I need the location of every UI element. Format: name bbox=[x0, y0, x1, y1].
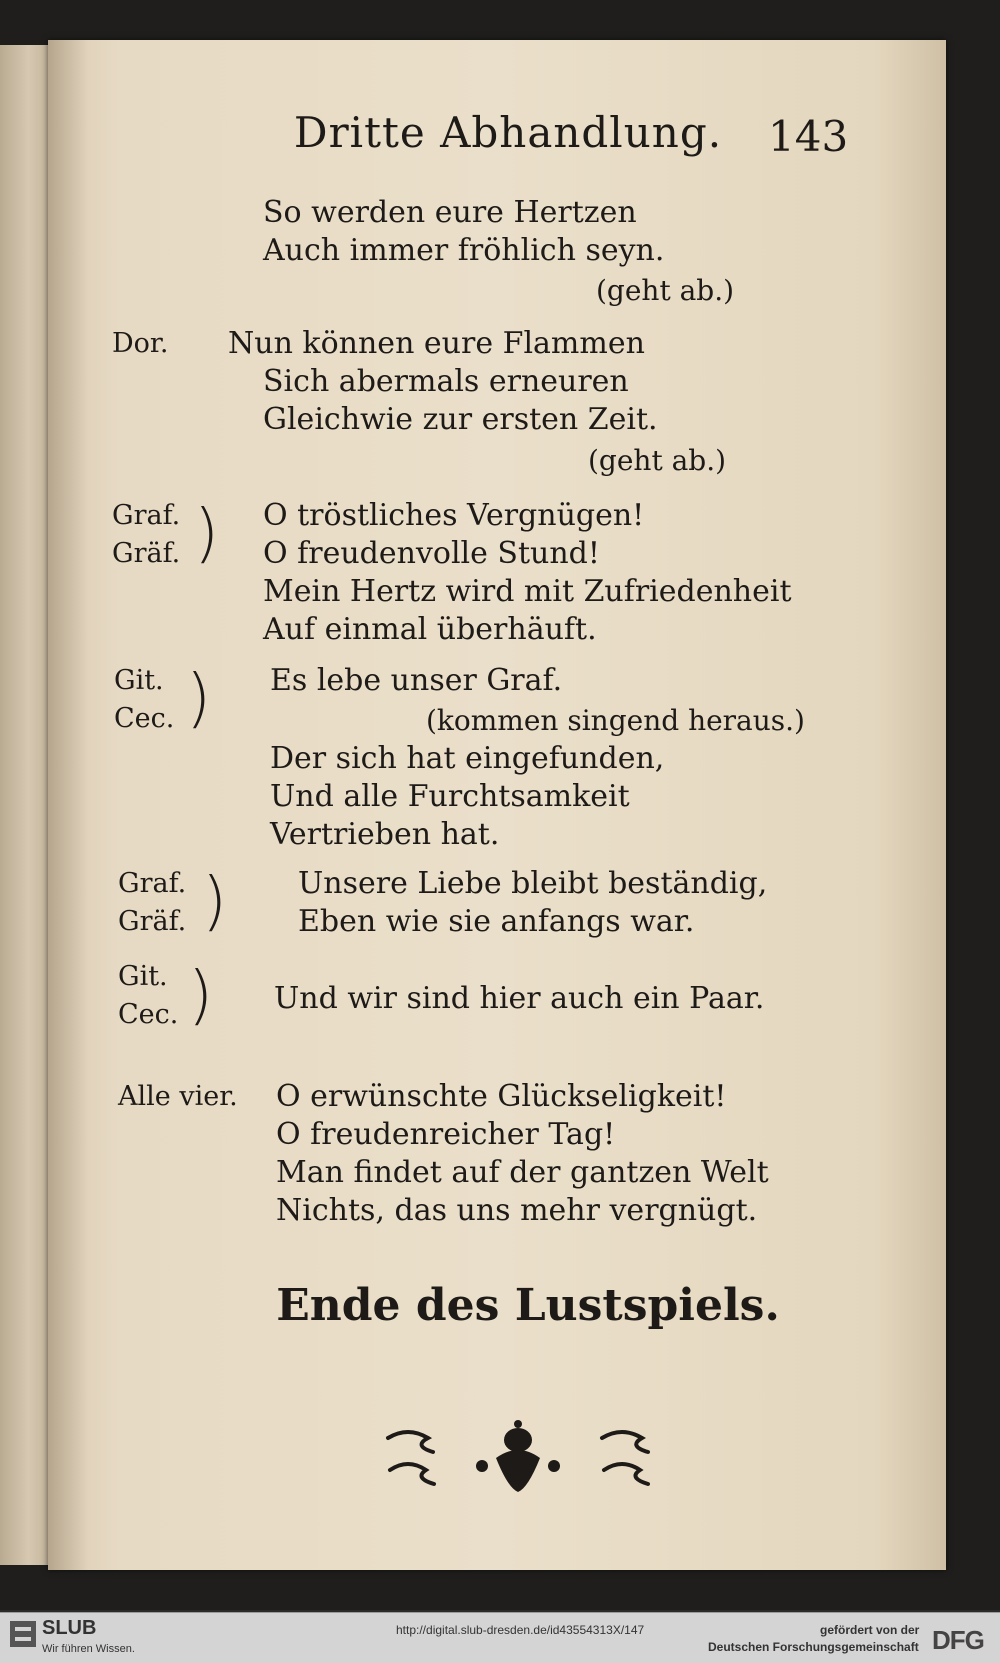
verse-line: Man findet auf der gantzen Welt bbox=[276, 1155, 769, 1190]
speaker-bracket: ) bbox=[186, 662, 211, 736]
verse-line: Unsere Liebe bleibt beständig, bbox=[298, 866, 768, 901]
speaker-label: Dor. bbox=[112, 328, 169, 359]
speaker-label: Alle vier. bbox=[118, 1081, 238, 1112]
ending-line: Ende des Lustspiels. bbox=[276, 1280, 780, 1331]
org-name: SLUB bbox=[42, 1617, 97, 1639]
stage-direction: (geht ab.) bbox=[596, 274, 735, 307]
verse-line: Auf einmal überhäuft. bbox=[263, 612, 597, 647]
verse-line: O erwünschte Glückseligkeit! bbox=[276, 1079, 727, 1114]
verse-line: Nichts, das uns mehr vergnügt. bbox=[276, 1193, 758, 1228]
speaker-label: Graf. bbox=[112, 500, 181, 531]
verse-line: O freudenvolle Stund! bbox=[263, 536, 600, 571]
floral-ornament-icon bbox=[378, 1418, 658, 1498]
speaker-label: Cec. bbox=[118, 999, 179, 1030]
verse-line: O freudenreicher Tag! bbox=[276, 1117, 616, 1152]
slub-logo-icon bbox=[10, 1621, 36, 1647]
speaker-bracket: ) bbox=[188, 959, 213, 1033]
speaker-label: Git. bbox=[114, 665, 164, 696]
verse-line: Vertrieben hat. bbox=[270, 817, 500, 852]
verse-line: Eben wie sie anfangs war. bbox=[298, 904, 695, 939]
stage-direction: (kommen singend heraus.) bbox=[426, 704, 805, 737]
verse-line: Mein Hertz wird mit Zufriedenheit bbox=[263, 574, 792, 609]
verse-line: Und alle Furchtsamkeit bbox=[270, 779, 630, 814]
spine-shadow bbox=[48, 40, 88, 1570]
speaker-bracket: ) bbox=[194, 497, 219, 571]
book-page bbox=[48, 40, 946, 1570]
verse-line: Der sich hat eingefunden, bbox=[270, 741, 665, 776]
verse-line: Auch immer fröhlich seyn. bbox=[263, 233, 665, 268]
speaker-label: Graf. bbox=[118, 868, 187, 899]
verse-line: So werden eure Hertzen bbox=[263, 195, 637, 230]
left-page-edge bbox=[0, 45, 54, 1565]
dfg-logo: DFG bbox=[932, 1625, 984, 1655]
verse-line: Sich abermals erneuren bbox=[263, 364, 629, 399]
speaker-label: Gräf. bbox=[112, 538, 181, 569]
verse-line: Es lebe unser Graf. bbox=[270, 663, 563, 698]
verse-line: Nun können eure Flammen bbox=[228, 326, 645, 361]
speaker-label: Git. bbox=[118, 961, 168, 992]
funder-text-line1: gefördert von der bbox=[820, 1623, 920, 1637]
verse-line: O tröstliches Vergnügen! bbox=[263, 498, 645, 533]
source-url-link[interactable]: http://digital.slub-dresden.de/id43554313X/147 bbox=[396, 1623, 645, 1637]
stage-direction: (geht ab.) bbox=[588, 444, 727, 477]
speaker-label: Gräf. bbox=[118, 906, 187, 937]
page-number: 143 bbox=[768, 112, 849, 161]
verse-line: Und wir sind hier auch ein Paar. bbox=[274, 981, 765, 1016]
running-head: Dritte Abhandlung. bbox=[293, 108, 723, 157]
org-tagline: Wir führen Wissen. bbox=[42, 1643, 135, 1655]
speaker-bracket: ) bbox=[202, 865, 227, 939]
digitization-footer bbox=[0, 1612, 1000, 1663]
verse-line: Gleichwie zur ersten Zeit. bbox=[263, 402, 658, 437]
funder-text-line2: Deutschen Forschungsgemeinschaft bbox=[708, 1640, 919, 1654]
speaker-label: Cec. bbox=[114, 703, 175, 734]
